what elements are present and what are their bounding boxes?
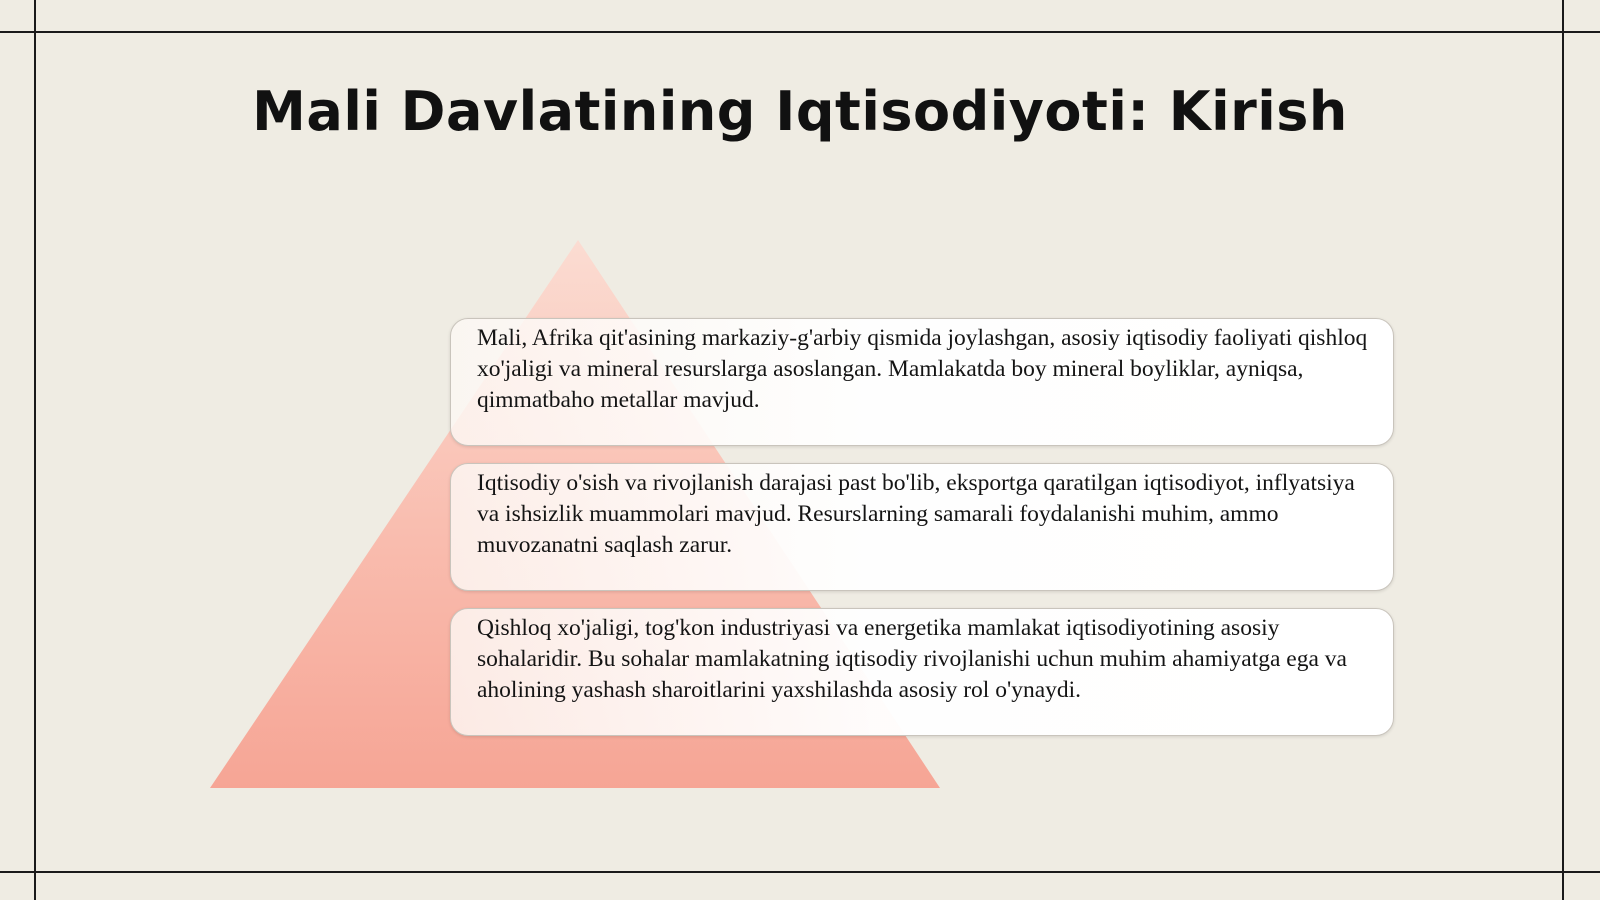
info-box-2 [450, 463, 1394, 591]
info-box-3 [450, 608, 1394, 736]
info-box-2-text: Iqtisodiy o'sish va rivojlanish darajasi past bo'lib, eksportga qaratilgan iqtisodiyot, inflyatsiya va ishsizlik muammolari mavjud. Resurslarning samarali foydalanishi muhim, ammo muvozanatni saqlash zarur. [477, 470, 1355, 558]
top-frame-line [0, 31, 1600, 33]
bottom-frame-line [0, 871, 1600, 873]
info-box-1 [450, 318, 1394, 446]
slide-title: Mali Davlatining Iqtisodiyoti: Kirish [252, 80, 1348, 143]
info-box-1-text: Mali, Afrika qit'asining markaziy-g'arbiy qismida joylashgan, asosiy iqtisodiy faoliyati qishloq xo'jaligi va mineral resurslarga asoslangan. Mamlakatda boy mineral boyliklar, ayniqsa, qimmatbaho metallar mavjud. [477, 325, 1368, 413]
info-box-3-text: Qishloq xo'jaligi, tog'kon industriyasi va energetika mamlakat iqtisodiyotining asosiy sohalaridir. Bu sohalar mamlakatning iqtisodiy rivojlanishi uchun muhim ahamiyatga ega va aholining yashash sharoitlarini yaxshilashda asosiy rol o'ynaydi. [477, 615, 1347, 703]
